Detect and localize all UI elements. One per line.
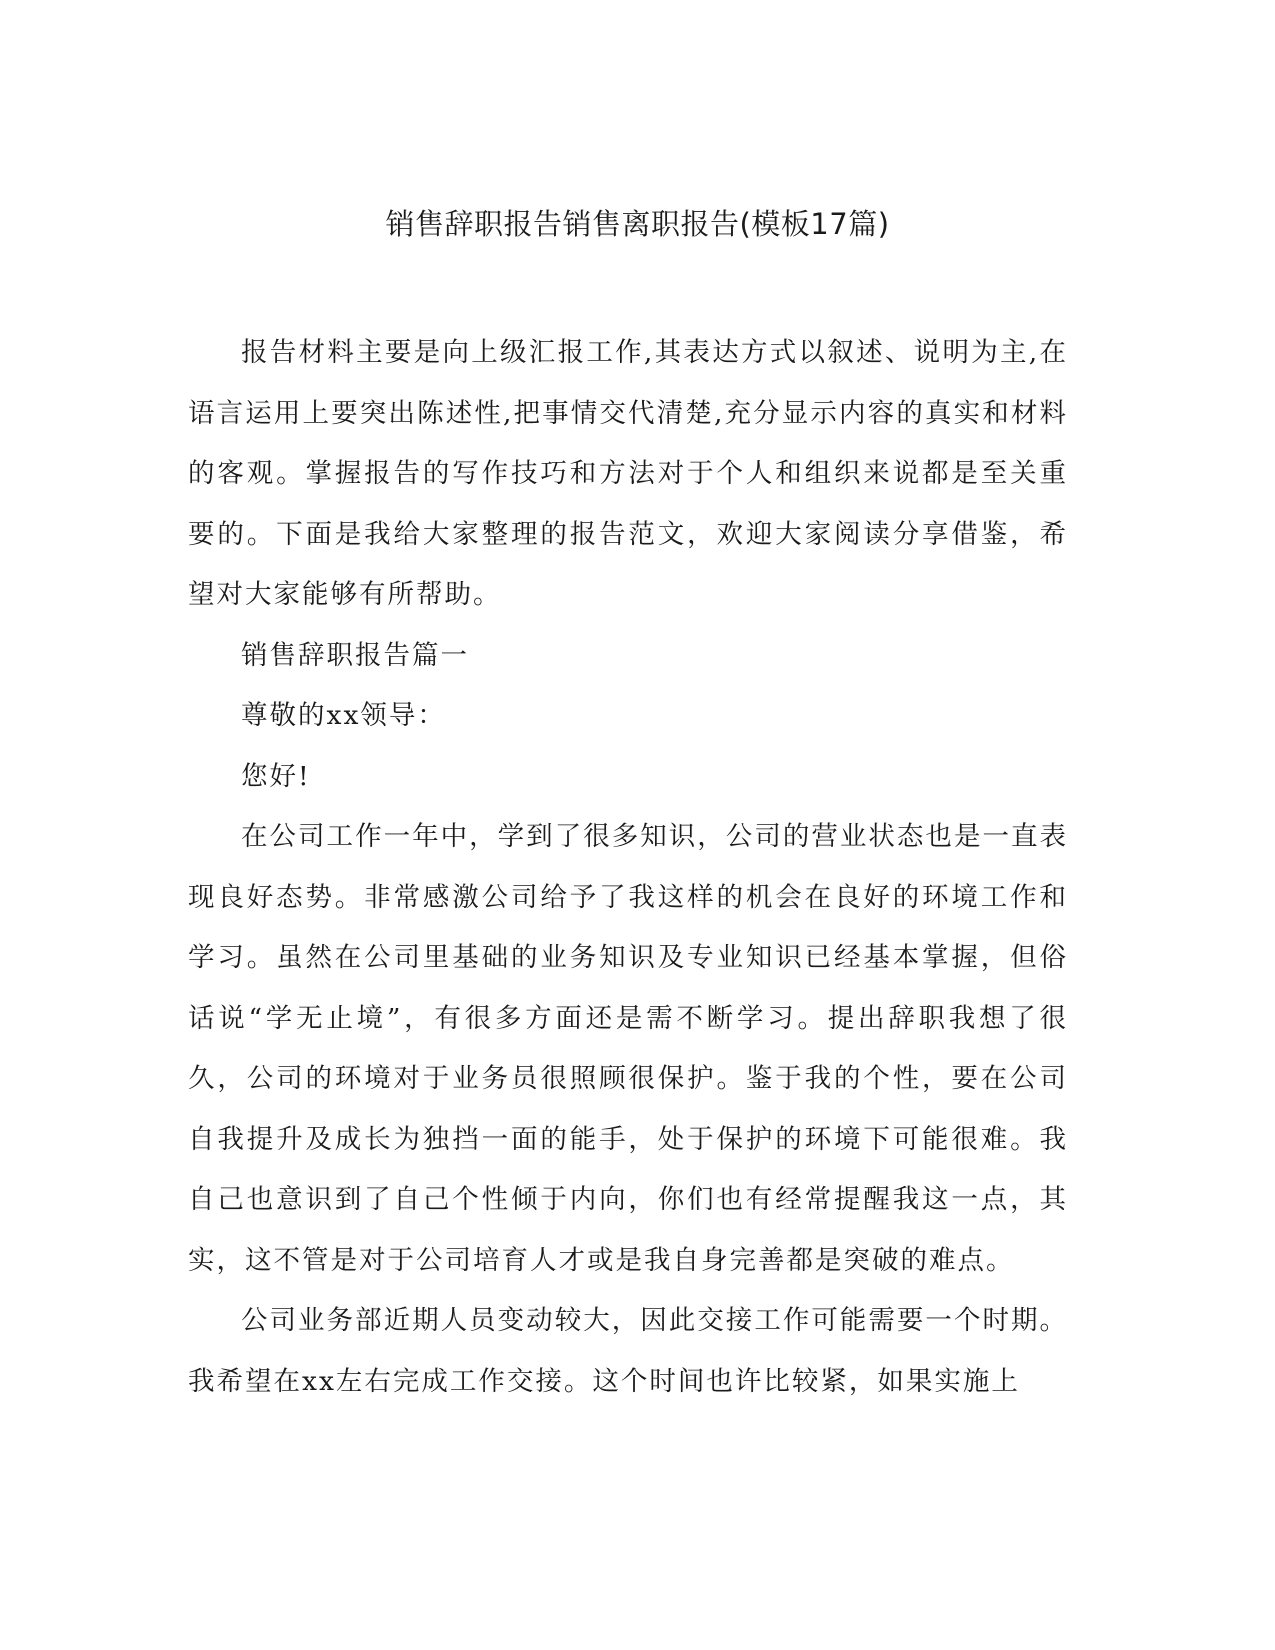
document-title: 销售辞职报告销售离职报告(模板17篇)	[385, 207, 890, 241]
greeting: 您好!	[241, 760, 311, 792]
body-paragraph: 在公司工作一年中，学到了很多知识，公司的营业状态也是一直表现良好态势。非常感激公司给予了我这样的机会在良好的环境工作和学习。虽然在公司里基础的业务知识及专业知识已经基本掌握，但俗话说“学无止境”，有很多方面还是需不断学习。提出辞职我想了很久，公司的环境对于业务员很照顾很保护。鉴于我的个性，要在公司自我提升及成长为独挡一面的能手，处于保护的环境下可能很难。我自己也意识到了自己个性倾于内向，你们也有经常提醒我这一点，其实，这不管是对于公司培育人才或是我自身完善都是突破的难点。	[188, 821, 1068, 1276]
document-body	[188, 323, 1068, 1412]
salutation: 尊敬的xx领导：	[241, 700, 446, 731]
body-paragraph: 公司业务部近期人员变动较大，因此交接工作可能需要一个时期。我希望在xx左右完成工作交接。这个时间也许比较紧，如果实施上	[188, 1305, 1068, 1397]
section-heading: 销售辞职报告篇一	[241, 639, 469, 671]
intro-paragraph: 报告材料主要是向上级汇报工作,其表达方式以叙述、说明为主,在语言运用上要突出陈述性,把事情交代清楚,充分显示内容的真实和材料的客观。掌握报告的写作技巧和方法对于个人和组织来说都是至关重要的。下面是我给大家整理的报告范文，欢迎大家阅读分享借鉴，希望对大家能够有所帮助。	[188, 337, 1068, 610]
